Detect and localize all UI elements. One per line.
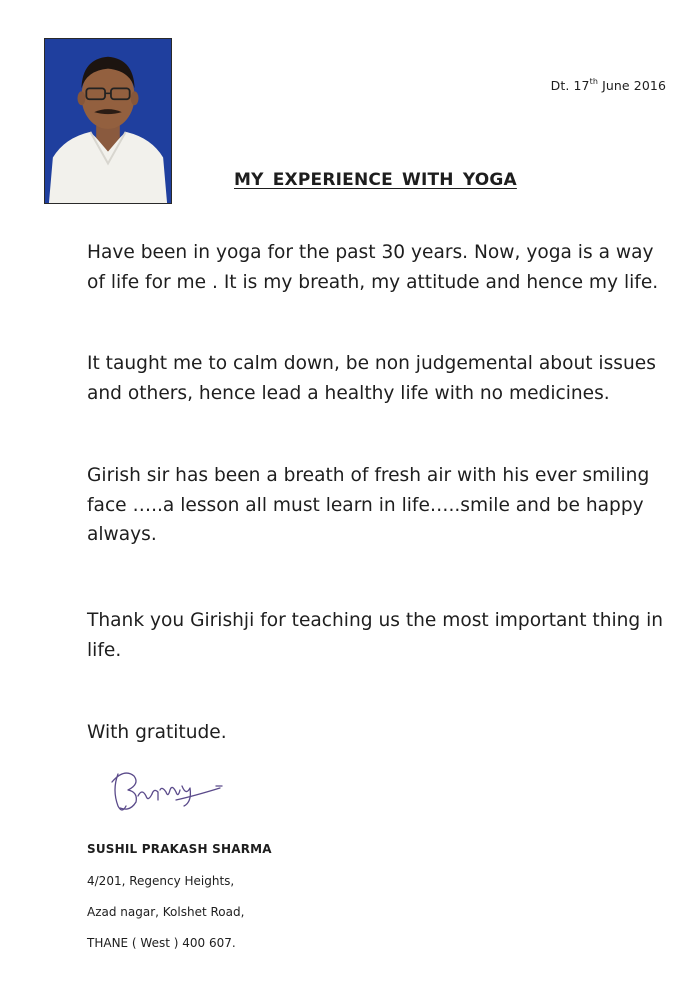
document-title: MY EXPERIENCE WITH YOGA [234, 170, 517, 190]
address-line-2: Azad nagar, Kolshet Road, [87, 905, 245, 919]
closing-line: With gratitude. [87, 722, 227, 743]
portrait-photo [44, 38, 172, 204]
paragraph-yoga-years: Have been in yoga for the past 30 years. Now, yoga is a way of life for me . It is my breath, my attitude and hence my life. [87, 242, 659, 293]
address-line-3: THANE ( West ) 400 607. [87, 936, 236, 950]
paragraph-thank-you: Thank you Girishji for teaching us the most important thing in life. [87, 610, 664, 661]
paragraph-girish-sir: Girish sir has been a breath of fresh air with his ever smiling face …..a lesson all must learn in life…..smile and be happy always. [87, 465, 650, 545]
letter-date: Dt. 17th June 2016 [550, 77, 666, 93]
sender-name: SUSHIL PRAKASH SHARMA [87, 842, 272, 856]
paragraph-calm-down: It taught me to calm down, be non judgemental about issues and others, hence lead a healthy life with no medicines. [87, 353, 656, 404]
handwritten-signature [104, 762, 224, 816]
address-line-1: 4/201, Regency Heights, [87, 874, 235, 888]
